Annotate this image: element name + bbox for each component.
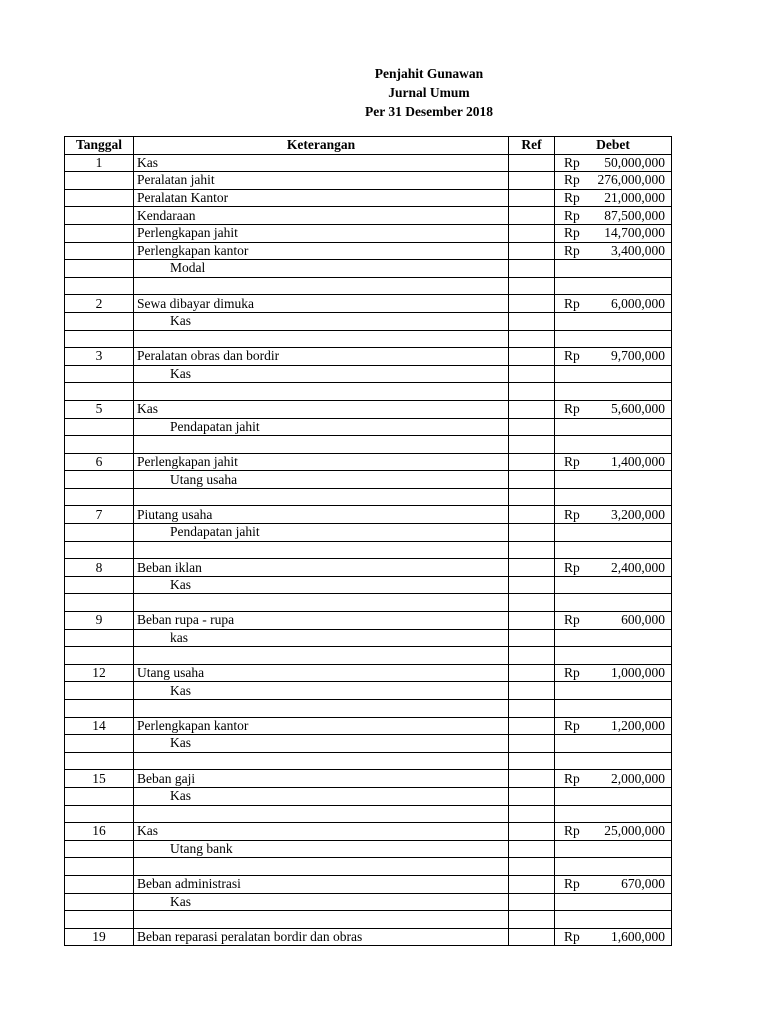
table-row <box>65 172 672 190</box>
cell-tanggal <box>65 911 134 929</box>
cell-ref <box>509 383 555 401</box>
cell-debet <box>555 488 672 506</box>
cell-keterangan: Modal <box>134 260 509 278</box>
table-row <box>65 629 672 647</box>
cell-keterangan: Perlengkapan kantor <box>134 242 509 260</box>
cell-tanggal <box>65 242 134 260</box>
cell-keterangan: Utang usaha <box>134 471 509 489</box>
cell-debet <box>555 172 672 190</box>
table-row <box>65 488 672 506</box>
cell-ref <box>509 858 555 876</box>
currency-label: Rp <box>564 154 580 170</box>
cell-debet <box>555 189 672 207</box>
table-row <box>65 787 672 805</box>
debet-amount: 5,600,000 <box>611 401 665 417</box>
cell-keterangan: Kas <box>134 576 509 594</box>
cell-tanggal <box>65 488 134 506</box>
cell-debet <box>555 312 672 330</box>
cell-tanggal: 7 <box>65 506 134 524</box>
cell-keterangan <box>134 752 509 770</box>
journal-table <box>64 136 672 946</box>
currency-label: Rp <box>564 172 580 188</box>
cell-tanggal <box>65 365 134 383</box>
table-row <box>65 717 672 735</box>
cell-ref <box>509 418 555 436</box>
table-row <box>65 664 672 682</box>
table-row <box>65 383 672 401</box>
cell-debet <box>555 330 672 348</box>
cell-debet <box>555 805 672 823</box>
cell-keterangan: Peralatan jahit <box>134 172 509 190</box>
cell-keterangan: Utang bank <box>134 840 509 858</box>
table-row <box>65 260 672 278</box>
debet-amount: 50,000,000 <box>604 154 665 170</box>
cell-tanggal <box>65 875 134 893</box>
debet-amount: 9,700,000 <box>611 348 665 364</box>
cell-tanggal: 14 <box>65 717 134 735</box>
cell-keterangan: Kas <box>134 823 509 841</box>
cell-keterangan: Peralatan Kantor <box>134 189 509 207</box>
debet-amount: 2,400,000 <box>611 559 665 575</box>
cell-tanggal <box>65 576 134 594</box>
cell-tanggal <box>65 840 134 858</box>
table-row <box>65 875 672 893</box>
cell-tanggal <box>65 735 134 753</box>
debet-amount: 25,000,000 <box>604 823 665 839</box>
debet-amount: 1,600,000 <box>611 929 665 945</box>
currency-label: Rp <box>564 929 580 945</box>
cell-tanggal <box>65 541 134 559</box>
cell-ref <box>509 348 555 366</box>
currency-label: Rp <box>564 225 580 241</box>
table-row <box>65 541 672 559</box>
cell-ref <box>509 805 555 823</box>
currency-label: Rp <box>564 612 580 628</box>
table-row <box>65 312 672 330</box>
column-header-tanggal: Tanggal <box>65 137 134 155</box>
cell-ref <box>509 330 555 348</box>
cell-keterangan: Perlengkapan jahit <box>134 453 509 471</box>
cell-tanggal <box>65 858 134 876</box>
cell-keterangan <box>134 700 509 718</box>
cell-tanggal <box>65 383 134 401</box>
cell-keterangan <box>134 911 509 929</box>
cell-debet <box>555 735 672 753</box>
cell-debet <box>555 647 672 665</box>
table-row <box>65 700 672 718</box>
cell-tanggal <box>65 682 134 700</box>
cell-debet <box>555 787 672 805</box>
cell-tanggal: 1 <box>65 154 134 172</box>
cell-tanggal <box>65 805 134 823</box>
cell-ref <box>509 664 555 682</box>
currency-label: Rp <box>564 348 580 364</box>
cell-debet <box>555 154 672 172</box>
cell-keterangan: Pendapatan jahit <box>134 524 509 542</box>
cell-debet <box>555 752 672 770</box>
cell-ref <box>509 242 555 260</box>
cell-tanggal <box>65 471 134 489</box>
cell-tanggal: 9 <box>65 612 134 630</box>
cell-tanggal: 5 <box>65 400 134 418</box>
table-row <box>65 682 672 700</box>
cell-keterangan: Kas <box>134 893 509 911</box>
cell-keterangan: Peralatan obras dan bordir <box>134 348 509 366</box>
cell-ref <box>509 312 555 330</box>
cell-debet <box>555 911 672 929</box>
debet-amount: 6,000,000 <box>611 295 665 311</box>
cell-debet <box>555 858 672 876</box>
cell-ref <box>509 172 555 190</box>
table-row <box>65 524 672 542</box>
currency-label: Rp <box>564 190 580 206</box>
table-row <box>65 928 672 946</box>
table-row <box>65 189 672 207</box>
table-row <box>65 330 672 348</box>
table-row <box>65 400 672 418</box>
cell-ref <box>509 928 555 946</box>
cell-keterangan <box>134 858 509 876</box>
cell-ref <box>509 400 555 418</box>
cell-debet <box>555 928 672 946</box>
cell-tanggal <box>65 594 134 612</box>
currency-label: Rp <box>564 665 580 681</box>
cell-keterangan <box>134 805 509 823</box>
cell-keterangan: Kas <box>134 365 509 383</box>
cell-debet <box>555 418 672 436</box>
cell-tanggal <box>65 330 134 348</box>
cell-keterangan: Beban gaji <box>134 770 509 788</box>
cell-debet <box>555 770 672 788</box>
cell-tanggal: 19 <box>65 928 134 946</box>
cell-tanggal: 6 <box>65 453 134 471</box>
table-row <box>65 436 672 454</box>
cell-debet <box>555 664 672 682</box>
currency-label: Rp <box>564 823 580 839</box>
cell-ref <box>509 524 555 542</box>
cell-keterangan: Kendaraan <box>134 207 509 225</box>
cell-debet <box>555 471 672 489</box>
cell-keterangan: Beban rupa - rupa <box>134 612 509 630</box>
table-header-row <box>65 137 672 155</box>
cell-keterangan: Kas <box>134 682 509 700</box>
table-row <box>65 823 672 841</box>
cell-debet <box>555 260 672 278</box>
cell-keterangan <box>134 330 509 348</box>
cell-debet <box>555 875 672 893</box>
cell-debet <box>555 224 672 242</box>
table-row <box>65 295 672 313</box>
debet-amount: 1,400,000 <box>611 453 665 469</box>
cell-tanggal <box>65 893 134 911</box>
company-name: Penjahit Gunawan <box>374 66 484 81</box>
debet-amount: 3,400,000 <box>611 242 665 258</box>
cell-tanggal <box>65 418 134 436</box>
cell-keterangan: Kas <box>134 787 509 805</box>
cell-ref <box>509 453 555 471</box>
cell-ref <box>509 823 555 841</box>
cell-tanggal <box>65 224 134 242</box>
cell-keterangan: Beban iklan <box>134 559 509 577</box>
table-row <box>65 735 672 753</box>
table-row <box>65 559 672 577</box>
cell-ref <box>509 770 555 788</box>
table-row <box>65 506 672 524</box>
currency-label: Rp <box>564 559 580 575</box>
debet-amount: 276,000,000 <box>597 172 665 188</box>
currency-label: Rp <box>564 401 580 417</box>
cell-tanggal <box>65 172 134 190</box>
cell-ref <box>509 365 555 383</box>
cell-keterangan: Sewa dibayar dimuka <box>134 295 509 313</box>
cell-keterangan: Kas <box>134 154 509 172</box>
cell-debet <box>555 717 672 735</box>
cell-keterangan: Beban administrasi <box>134 875 509 893</box>
cell-ref <box>509 277 555 295</box>
cell-ref <box>509 629 555 647</box>
table-row <box>65 154 672 172</box>
cell-ref <box>509 682 555 700</box>
cell-tanggal: 15 <box>65 770 134 788</box>
cell-debet <box>555 242 672 260</box>
cell-keterangan: Piutang usaha <box>134 506 509 524</box>
currency-label: Rp <box>564 717 580 733</box>
document-period: Per 31 Desember 2018 <box>364 104 494 119</box>
cell-keterangan: Kas <box>134 735 509 753</box>
debet-amount: 3,200,000 <box>611 506 665 522</box>
table-row <box>65 893 672 911</box>
cell-debet <box>555 594 672 612</box>
cell-ref <box>509 612 555 630</box>
cell-ref <box>509 787 555 805</box>
cell-ref <box>509 207 555 225</box>
table-row <box>65 612 672 630</box>
cell-ref <box>509 436 555 454</box>
journal-body <box>65 154 672 946</box>
cell-keterangan: Kas <box>134 312 509 330</box>
cell-tanggal: 12 <box>65 664 134 682</box>
cell-ref <box>509 647 555 665</box>
cell-debet <box>555 700 672 718</box>
cell-keterangan: Pendapatan jahit <box>134 418 509 436</box>
cell-debet <box>555 277 672 295</box>
cell-keterangan: Utang usaha <box>134 664 509 682</box>
cell-debet <box>555 612 672 630</box>
table-row <box>65 594 672 612</box>
cell-debet <box>555 524 672 542</box>
cell-tanggal <box>65 189 134 207</box>
debet-amount: 1,000,000 <box>611 665 665 681</box>
cell-tanggal: 16 <box>65 823 134 841</box>
currency-label: Rp <box>564 506 580 522</box>
table-row <box>65 418 672 436</box>
table-row <box>65 752 672 770</box>
cell-tanggal <box>65 436 134 454</box>
cell-ref <box>509 559 555 577</box>
cell-keterangan <box>134 277 509 295</box>
cell-ref <box>509 594 555 612</box>
cell-keterangan <box>134 647 509 665</box>
document-title: Jurnal Umum <box>388 85 470 100</box>
cell-ref <box>509 471 555 489</box>
table-row <box>65 224 672 242</box>
table-row <box>65 348 672 366</box>
cell-ref <box>509 893 555 911</box>
cell-tanggal <box>65 647 134 665</box>
cell-debet <box>555 400 672 418</box>
table-row <box>65 242 672 260</box>
currency-label: Rp <box>564 207 580 223</box>
document-header <box>0 64 768 121</box>
cell-tanggal <box>65 277 134 295</box>
debet-amount: 670,000 <box>621 876 665 892</box>
debet-amount: 1,200,000 <box>611 717 665 733</box>
cell-ref <box>509 717 555 735</box>
cell-tanggal <box>65 787 134 805</box>
cell-tanggal <box>65 207 134 225</box>
table-row <box>65 911 672 929</box>
table-row <box>65 858 672 876</box>
debet-amount: 87,500,000 <box>604 207 665 223</box>
table-row <box>65 207 672 225</box>
cell-keterangan: Perlengkapan jahit <box>134 224 509 242</box>
cell-ref <box>509 260 555 278</box>
table-row <box>65 453 672 471</box>
cell-keterangan <box>134 383 509 401</box>
table-row <box>65 770 672 788</box>
column-header-ref: Ref <box>509 137 555 155</box>
cell-debet <box>555 893 672 911</box>
cell-keterangan: Perlengkapan kantor <box>134 717 509 735</box>
cell-debet <box>555 541 672 559</box>
cell-debet <box>555 629 672 647</box>
currency-label: Rp <box>564 770 580 786</box>
table-row <box>65 840 672 858</box>
cell-tanggal: 2 <box>65 295 134 313</box>
cell-ref <box>509 541 555 559</box>
currency-label: Rp <box>564 876 580 892</box>
table-row <box>65 647 672 665</box>
cell-keterangan: Kas <box>134 400 509 418</box>
cell-debet <box>555 383 672 401</box>
cell-ref <box>509 700 555 718</box>
column-header-debet: Debet <box>555 137 672 155</box>
cell-debet <box>555 365 672 383</box>
cell-ref <box>509 911 555 929</box>
column-header-keterangan: Keterangan <box>134 137 509 155</box>
debet-amount: 600,000 <box>621 612 665 628</box>
cell-ref <box>509 735 555 753</box>
cell-ref <box>509 875 555 893</box>
debet-amount: 14,700,000 <box>604 225 665 241</box>
cell-keterangan: Beban reparasi peralatan bordir dan obras <box>134 928 509 946</box>
cell-ref <box>509 576 555 594</box>
cell-keterangan <box>134 541 509 559</box>
cell-debet <box>555 453 672 471</box>
cell-ref <box>509 752 555 770</box>
cell-keterangan <box>134 488 509 506</box>
cell-tanggal <box>65 260 134 278</box>
cell-tanggal <box>65 629 134 647</box>
cell-ref <box>509 154 555 172</box>
cell-tanggal: 8 <box>65 559 134 577</box>
cell-debet <box>555 576 672 594</box>
cell-ref <box>509 488 555 506</box>
debet-amount: 21,000,000 <box>604 190 665 206</box>
table-row <box>65 576 672 594</box>
currency-label: Rp <box>564 453 580 469</box>
cell-debet <box>555 436 672 454</box>
debet-amount: 2,000,000 <box>611 770 665 786</box>
cell-ref <box>509 189 555 207</box>
cell-tanggal <box>65 752 134 770</box>
cell-debet <box>555 207 672 225</box>
currency-label: Rp <box>564 295 580 311</box>
cell-debet <box>555 559 672 577</box>
cell-ref <box>509 295 555 313</box>
cell-debet <box>555 348 672 366</box>
cell-ref <box>509 506 555 524</box>
currency-label: Rp <box>564 242 580 258</box>
cell-debet <box>555 840 672 858</box>
cell-ref <box>509 840 555 858</box>
table-row <box>65 471 672 489</box>
table-row <box>65 365 672 383</box>
cell-keterangan <box>134 594 509 612</box>
table-row <box>65 805 672 823</box>
cell-tanggal <box>65 524 134 542</box>
cell-debet <box>555 295 672 313</box>
cell-tanggal <box>65 312 134 330</box>
cell-debet <box>555 823 672 841</box>
cell-debet <box>555 506 672 524</box>
cell-keterangan: kas <box>134 629 509 647</box>
table-row <box>65 277 672 295</box>
cell-ref <box>509 224 555 242</box>
cell-tanggal: 3 <box>65 348 134 366</box>
cell-keterangan <box>134 436 509 454</box>
cell-debet <box>555 682 672 700</box>
cell-tanggal <box>65 700 134 718</box>
